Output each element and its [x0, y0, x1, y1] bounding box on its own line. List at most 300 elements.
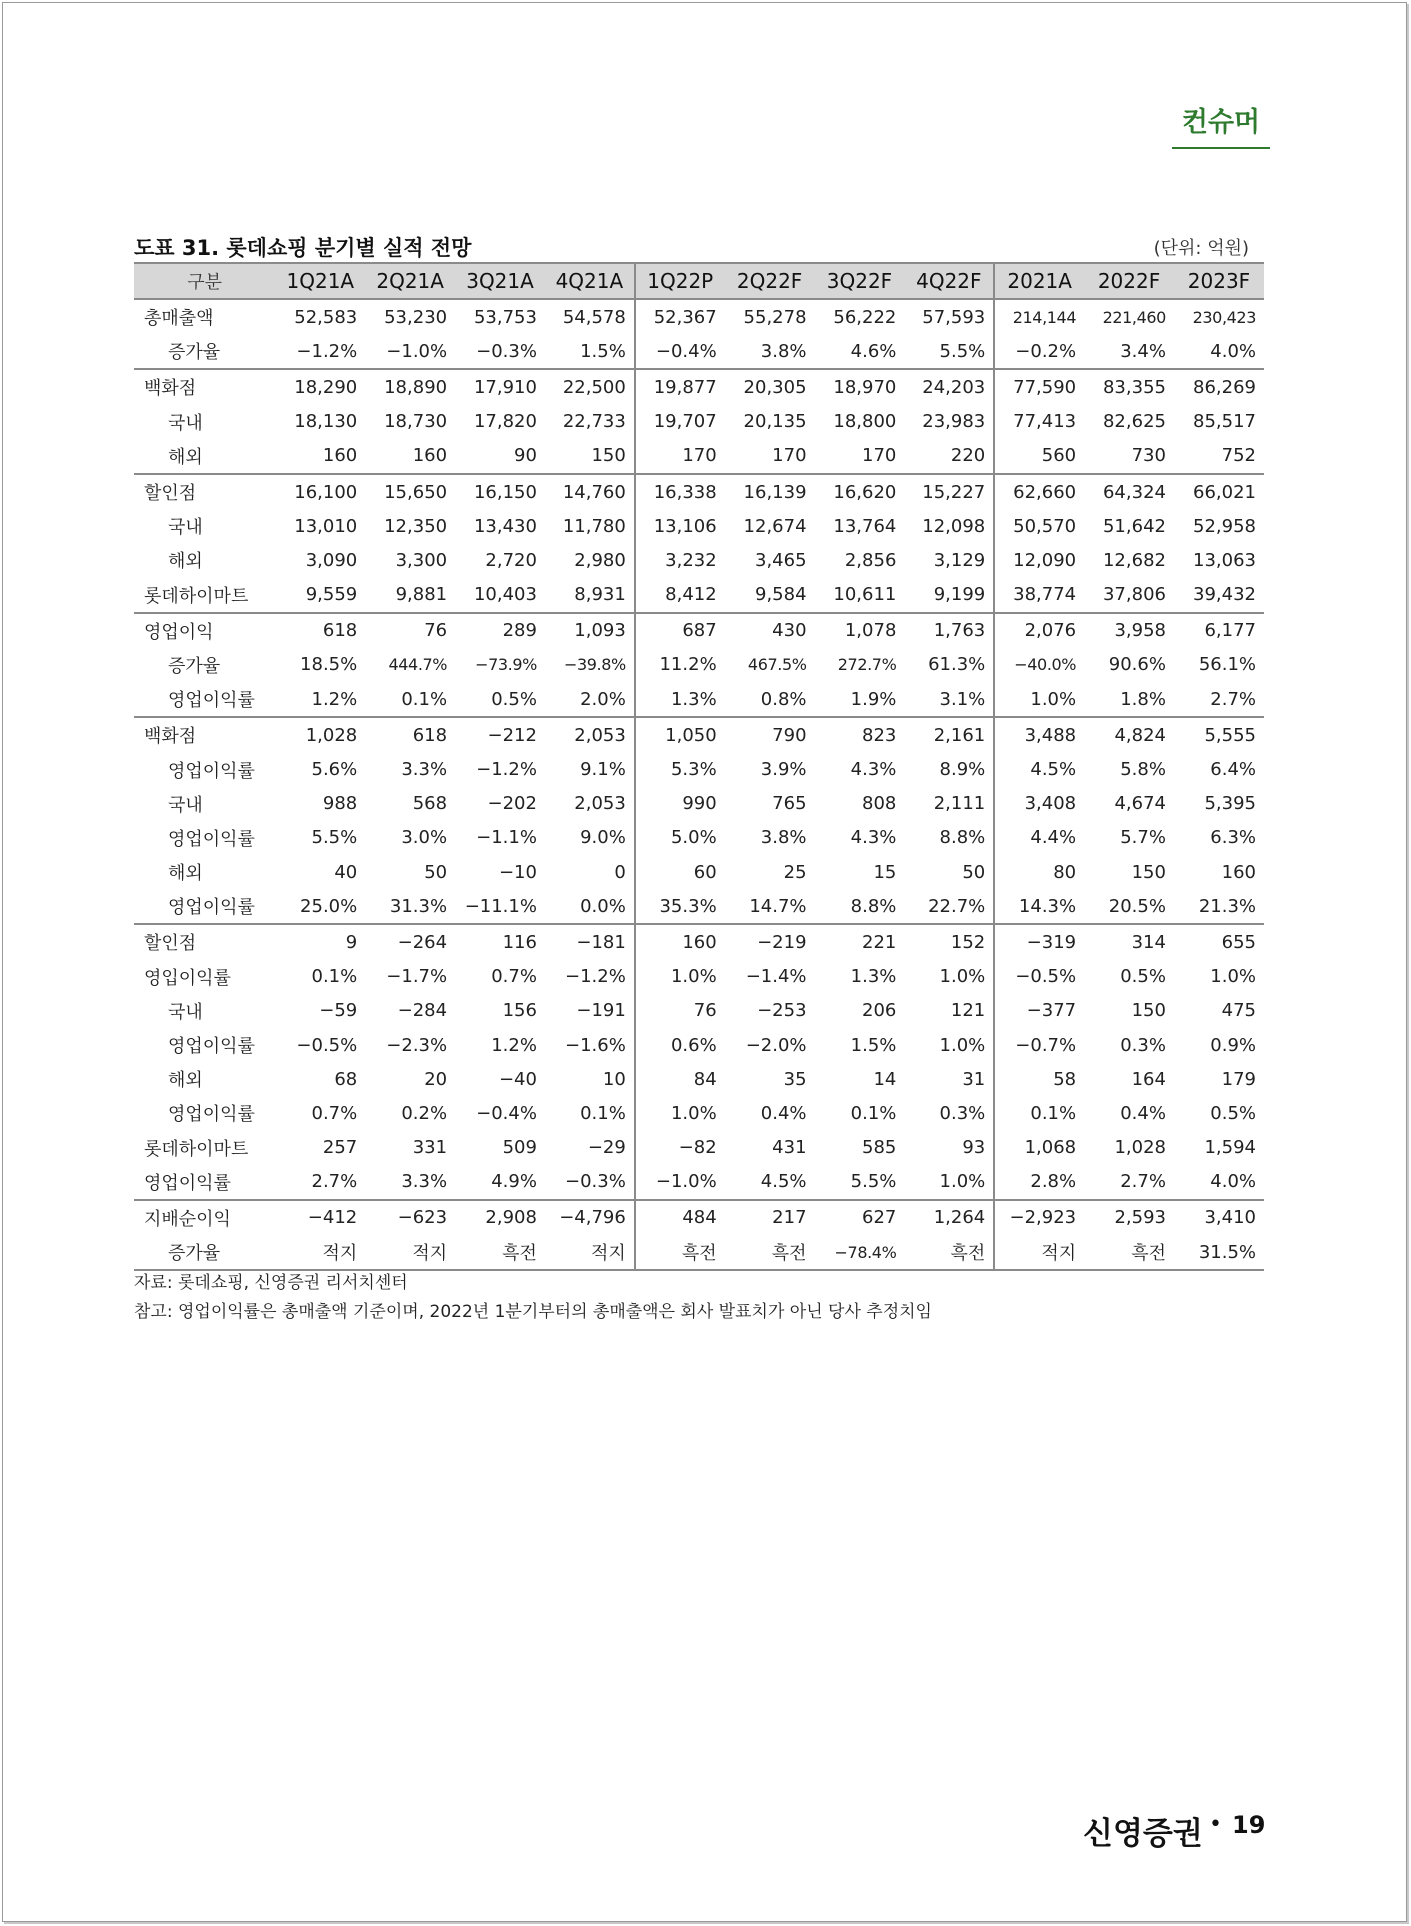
- table-cell: −1.2%: [565, 966, 626, 988]
- table-cell: 220: [950, 445, 986, 467]
- table-cell: 467.5%: [747, 655, 807, 675]
- table-cell: 206: [862, 1000, 897, 1022]
- table-cell: 152: [904, 924, 994, 959]
- table-row: [134, 578, 1264, 613]
- table-cell: 흑전: [904, 1235, 994, 1270]
- table-cell: 1.0%: [939, 1034, 986, 1056]
- header-period: 2023F: [1174, 263, 1264, 299]
- table-cell: 2.7%: [311, 1171, 358, 1193]
- table-cell: 38,774: [994, 578, 1084, 613]
- table-cell: 790: [725, 717, 815, 752]
- row-label: 증가율: [168, 655, 221, 677]
- table-cell: 흑전: [1084, 1235, 1174, 1270]
- table-cell: 0.4%: [1120, 1102, 1166, 1124]
- table-cell: 20,305: [725, 369, 815, 404]
- table-cell: 655: [1174, 924, 1264, 959]
- table-cell: 18,130: [294, 411, 358, 433]
- table-cell: 1,068: [994, 1131, 1084, 1165]
- table-cell: 85,517: [1193, 411, 1256, 433]
- table-cell: 1.3%: [635, 682, 725, 717]
- table-row: [134, 855, 1264, 889]
- table-cell: 12,090: [994, 543, 1084, 577]
- table-cell: 156: [502, 1000, 537, 1022]
- table-cell: 4,824: [1084, 717, 1174, 752]
- table-cell: 5,395: [1204, 793, 1256, 815]
- table-cell: 568: [412, 793, 448, 815]
- table-cell: 8.8%: [939, 827, 986, 849]
- table-cell: 4.6%: [850, 340, 897, 362]
- table-cell: 0.3%: [939, 1102, 986, 1124]
- table-cell: 2,980: [574, 549, 626, 571]
- table-cell: 76: [635, 994, 725, 1028]
- table-cell: 431: [772, 1137, 807, 1159]
- table-cell: 3.3%: [401, 1171, 448, 1193]
- footnote: 참고: 영업이익률은 총매출액 기준이며, 2022년 1분기부터의 총매출액은 회사 발표치가 아닌 당사 추정치임: [134, 1302, 932, 1322]
- table-cell: 5.3%: [635, 752, 725, 786]
- table-cell: −1.2%: [296, 340, 358, 362]
- row-label: 영업이익률: [168, 690, 255, 712]
- table-cell: 2,053: [545, 717, 635, 752]
- table-header-row: [134, 263, 1264, 299]
- table-cell: 3,488: [994, 717, 1084, 752]
- table-cell: 150: [591, 445, 626, 467]
- table-cell: 990: [635, 787, 725, 821]
- table-cell: 1.9%: [850, 688, 897, 710]
- table-cell: 314: [1084, 924, 1174, 959]
- table-row: [134, 960, 1264, 994]
- header-period: 1Q21A: [275, 263, 365, 299]
- table-cell: 84: [635, 1062, 725, 1096]
- table-cell: 18,890: [365, 369, 455, 404]
- table-cell: 0.1%: [994, 1096, 1084, 1130]
- table-cell: 14.7%: [749, 895, 807, 917]
- table-cell: −1.7%: [386, 966, 448, 988]
- table-cell: 4.0%: [1210, 1171, 1256, 1193]
- table-row: [134, 334, 1264, 369]
- table-cell: 2.7%: [1210, 688, 1256, 710]
- table-cell: −0.3%: [476, 340, 537, 362]
- table-cell: 4.3%: [850, 827, 897, 849]
- table-cell: 3.1%: [939, 688, 986, 710]
- header-period: 2Q22F: [725, 263, 815, 299]
- table-cell: 57,593: [922, 306, 986, 328]
- table-cell: 214,144: [994, 299, 1084, 334]
- table-cell: 10,611: [833, 584, 897, 606]
- table-cell: 1.3%: [850, 966, 897, 988]
- table-cell: 0.5%: [1120, 966, 1166, 988]
- table-cell: 8.8%: [850, 895, 897, 917]
- table-cell: 160: [1221, 861, 1256, 883]
- table-cell: 51,642: [1102, 515, 1166, 537]
- table-cell: 9,559: [305, 584, 358, 606]
- table-cell: 14,760: [545, 474, 635, 509]
- table-cell: −0.5%: [296, 1034, 358, 1056]
- table-cell: 160: [322, 445, 358, 467]
- table-cell: 8,931: [574, 584, 626, 606]
- table-cell: 0.6%: [635, 1028, 725, 1062]
- table-row: [134, 405, 1264, 439]
- table-cell: 1,078: [815, 613, 905, 648]
- row-label: 영업이익률: [168, 897, 255, 919]
- table-cell: 1,028: [1114, 1137, 1166, 1159]
- table-cell: 0.5%: [491, 688, 537, 710]
- table-cell: 54,578: [562, 306, 626, 328]
- table-cell: −40: [498, 1068, 537, 1090]
- table-cell: 37,806: [1102, 584, 1166, 606]
- table-cell: 5,555: [1174, 717, 1264, 752]
- table-cell: 5.8%: [1120, 759, 1166, 781]
- table-cell: 0.1%: [311, 966, 358, 988]
- table-cell: 2,720: [485, 549, 537, 571]
- table-cell: 적지: [545, 1235, 635, 1270]
- table-cell: 52,583: [294, 306, 358, 328]
- row-label: 증가율: [134, 1235, 275, 1270]
- source-note: 자료: 롯데쇼핑, 신영증권 리서치센터: [134, 1273, 408, 1293]
- table-cell: 흑전: [635, 1235, 725, 1270]
- table-cell: 9,881: [395, 584, 448, 606]
- table-cell: −377: [994, 994, 1084, 1028]
- table-body: [134, 299, 1264, 1270]
- table-cell: 6.4%: [1210, 759, 1256, 781]
- table-cell: 76: [365, 613, 455, 648]
- table-cell: 8,412: [635, 578, 725, 613]
- table-cell: 13,430: [473, 515, 537, 537]
- row-label: 영업이익률: [144, 1172, 231, 1194]
- table-cell: −39.8%: [563, 655, 626, 675]
- table-cell: −29: [587, 1137, 626, 1159]
- table-cell: 4.5%: [760, 1171, 807, 1193]
- table-cell: 흑전: [455, 1235, 545, 1270]
- header-period: 3Q22F: [815, 263, 905, 299]
- table-cell: 1.0%: [635, 960, 725, 994]
- header-period: 1Q22P: [635, 263, 725, 299]
- table-cell: 8.9%: [939, 759, 986, 781]
- table-cell: 1.8%: [1120, 688, 1166, 710]
- table-cell: 170: [862, 445, 897, 467]
- table-cell: 2,593: [1084, 1200, 1174, 1235]
- table-cell: −264: [365, 924, 455, 959]
- table-cell: −412: [275, 1200, 365, 1235]
- footer-brand: 신영증권: [1083, 1816, 1203, 1852]
- table-cell: −82: [635, 1131, 725, 1165]
- table-cell: −0.5%: [994, 960, 1084, 994]
- row-label: 해외: [168, 551, 203, 573]
- table-row: [134, 1096, 1264, 1130]
- table-row: [134, 787, 1264, 821]
- table-cell: 618: [365, 717, 455, 752]
- table-cell: 16,338: [635, 474, 725, 509]
- table-cell: 1,264: [904, 1200, 994, 1235]
- table-cell: −0.3%: [565, 1171, 626, 1193]
- row-label: 영업이익: [134, 613, 275, 648]
- table-cell: −181: [545, 924, 635, 959]
- table-cell: −0.7%: [994, 1028, 1084, 1062]
- table-row: [134, 1131, 1264, 1165]
- table-cell: 5.5%: [850, 1171, 897, 1193]
- table-cell: 988: [322, 793, 358, 815]
- table-cell: 16,100: [275, 474, 365, 509]
- table-cell: 0.9%: [1210, 1034, 1256, 1056]
- table-cell: 444.7%: [388, 655, 448, 675]
- table-cell: 35.3%: [635, 889, 725, 924]
- row-label: 국내: [168, 412, 203, 434]
- table-cell: −0.2%: [994, 334, 1084, 369]
- table-cell: 3,465: [755, 549, 807, 571]
- table-cell: 12,682: [1102, 549, 1166, 571]
- table-cell: 53,230: [384, 306, 448, 328]
- table-cell: 19,707: [635, 405, 725, 439]
- table-cell: 적지: [275, 1235, 365, 1270]
- table-cell: 11,780: [562, 515, 626, 537]
- table-cell: 50: [424, 861, 448, 883]
- table-cell: 2.7%: [1120, 1171, 1166, 1193]
- table-cell: 23,983: [922, 411, 986, 433]
- table-cell: 4.3%: [850, 759, 897, 781]
- table-cell: 2,856: [844, 549, 897, 571]
- table-cell: 2,053: [574, 793, 626, 815]
- table-cell: 4.4%: [994, 821, 1084, 855]
- table-cell: 17,910: [455, 369, 545, 404]
- table-row: [134, 752, 1264, 786]
- table-cell: 31.3%: [389, 895, 448, 917]
- table-cell: 93: [962, 1137, 986, 1159]
- table-cell: −1.6%: [565, 1034, 626, 1056]
- table-cell: 50,570: [994, 509, 1084, 543]
- table-cell: 3.0%: [401, 827, 448, 849]
- table-cell: 3,410: [1174, 1200, 1264, 1235]
- table-cell: 509: [502, 1137, 537, 1159]
- table-cell: 0.1%: [401, 688, 448, 710]
- table-cell: 0.5%: [1210, 1102, 1256, 1124]
- table-cell: 25: [783, 861, 807, 883]
- row-label: 영업이익률: [168, 1104, 255, 1126]
- table-cell: 116: [455, 924, 545, 959]
- table-cell: 55,278: [743, 306, 807, 328]
- table-cell: 5.6%: [311, 759, 358, 781]
- table-cell: 4,674: [1114, 793, 1166, 815]
- row-label: 롯데하이마트: [144, 585, 249, 607]
- row-label: 해외: [168, 863, 203, 885]
- table-cell: 618: [275, 613, 365, 648]
- table-cell: −40.0%: [994, 648, 1084, 682]
- table-row: [134, 613, 1264, 648]
- table-cell: 2,908: [455, 1200, 545, 1235]
- header-period: 2022F: [1084, 263, 1174, 299]
- table-cell: 221,460: [1102, 307, 1166, 327]
- table-cell: 2.8%: [994, 1165, 1084, 1200]
- table-cell: 0.3%: [1120, 1034, 1166, 1056]
- table-cell: 808: [862, 793, 897, 815]
- row-label: 해외: [168, 446, 203, 468]
- table-cell: 230,423: [1192, 307, 1256, 327]
- table-cell: 1.2%: [491, 1034, 537, 1056]
- table-cell: 0.4%: [760, 1102, 807, 1124]
- table-cell: 14: [873, 1068, 897, 1090]
- table-cell: 62,660: [994, 474, 1084, 509]
- row-label: 총매출액: [144, 308, 214, 330]
- header-period: 2Q21A: [365, 263, 455, 299]
- table-cell: 0.7%: [311, 1102, 358, 1124]
- table-cell: 22,733: [562, 411, 626, 433]
- table-cell: −1.0%: [386, 340, 448, 362]
- table-cell: 25.0%: [300, 895, 358, 917]
- table-cell: −1.4%: [745, 966, 807, 988]
- table-title: 도표 31. 롯데쇼핑 분기별 실적 전망: [134, 236, 472, 260]
- table-cell: 0.7%: [491, 966, 537, 988]
- table-cell: 0: [614, 861, 626, 883]
- table-cell: 18,730: [384, 411, 448, 433]
- table-cell: 687: [635, 613, 725, 648]
- table-cell: 2,076: [994, 613, 1084, 648]
- table-cell: 31.5%: [1174, 1235, 1264, 1270]
- table-cell: 585: [862, 1137, 897, 1159]
- table-cell: −1.2%: [476, 759, 537, 781]
- table-cell: −78.4%: [815, 1235, 905, 1270]
- table-cell: 1.5%: [850, 1034, 897, 1056]
- table-cell: 331: [412, 1137, 448, 1159]
- table-cell: 1,028: [275, 717, 365, 752]
- table-cell: 160: [412, 445, 448, 467]
- table-cell: 77,590: [994, 369, 1084, 404]
- table-cell: 9.1%: [580, 759, 626, 781]
- table-cell: 730: [1131, 445, 1166, 467]
- header-category: 구분: [134, 263, 275, 299]
- table-cell: 31: [962, 1068, 986, 1090]
- table-cell: 475: [1221, 1000, 1256, 1022]
- table-cell: −2.0%: [745, 1034, 807, 1056]
- table-row: [134, 369, 1264, 404]
- row-label: 할인점: [134, 924, 275, 959]
- table-cell: 21.3%: [1198, 895, 1256, 917]
- table-row: [134, 1235, 1264, 1270]
- row-label: 영업이익률: [168, 828, 255, 850]
- table-cell: 3,300: [395, 549, 448, 571]
- table-cell: −0.4%: [476, 1102, 537, 1124]
- page-number: 19: [1232, 1811, 1266, 1839]
- table-row: [134, 1200, 1264, 1235]
- row-label: 국내: [168, 1001, 203, 1023]
- unit-label: (단위: 억원): [1153, 238, 1249, 259]
- table-cell: 52,958: [1193, 515, 1256, 537]
- table-cell: −73.9%: [475, 655, 537, 675]
- table-cell: 12,350: [384, 515, 448, 537]
- table-row: [134, 994, 1264, 1028]
- table-cell: 3,129: [933, 549, 986, 571]
- table-cell: −0.4%: [635, 334, 725, 369]
- table-row: [134, 924, 1264, 959]
- table-cell: 12,098: [922, 515, 986, 537]
- table-cell: 13,063: [1193, 549, 1256, 571]
- table-cell: 24,203: [904, 369, 994, 404]
- section-tag: 컨슈머: [1172, 100, 1270, 149]
- table-cell: 164: [1131, 1068, 1166, 1090]
- row-label: 증가율: [168, 342, 221, 364]
- table-cell: 3.9%: [760, 759, 807, 781]
- row-label: 지배순이익: [134, 1200, 275, 1235]
- table-cell: −10: [498, 861, 537, 883]
- table-cell: 60: [635, 855, 725, 889]
- table-cell: 5.5%: [939, 340, 986, 362]
- table-cell: 1.0%: [939, 966, 986, 988]
- table-cell: 13,106: [635, 509, 725, 543]
- table-cell: 0.1%: [580, 1102, 626, 1124]
- row-label: 국내: [168, 794, 203, 816]
- table-cell: 4.9%: [491, 1171, 537, 1193]
- table-cell: −219: [725, 924, 815, 959]
- table-cell: 823: [815, 717, 905, 752]
- table-cell: 16,139: [725, 474, 815, 509]
- table-cell: 20,135: [743, 411, 807, 433]
- table-cell: 68: [334, 1068, 358, 1090]
- row-label: 해외: [168, 1070, 203, 1092]
- table-cell: 150: [1131, 1000, 1166, 1022]
- table-cell: 3,232: [635, 543, 725, 577]
- table-cell: 752: [1221, 445, 1256, 467]
- row-label: 영업이익률: [168, 760, 255, 782]
- table-row: [134, 1028, 1264, 1062]
- table-cell: 82,625: [1102, 411, 1166, 433]
- table-cell: 적지: [365, 1235, 455, 1270]
- table-cell: 627: [815, 1200, 905, 1235]
- table-cell: −1.1%: [476, 827, 537, 849]
- table-cell: 13,764: [833, 515, 897, 537]
- table-cell: 적지: [994, 1235, 1084, 1270]
- header-period: 4Q21A: [545, 263, 635, 299]
- table-cell: −11.1%: [464, 895, 537, 917]
- table-cell: 121: [950, 1000, 986, 1022]
- table-cell: 0.2%: [401, 1102, 448, 1124]
- table-cell: 90.6%: [1108, 654, 1166, 676]
- table-cell: −2,923: [994, 1200, 1084, 1235]
- table-cell: 160: [635, 924, 725, 959]
- table-row: [134, 543, 1264, 577]
- table-cell: 2,161: [904, 717, 994, 752]
- table-cell: 179: [1221, 1068, 1256, 1090]
- table-row: [134, 717, 1264, 752]
- table-row: [134, 299, 1264, 334]
- table-cell: 50: [962, 861, 986, 883]
- earnings-table: [134, 262, 1264, 1271]
- table-row: [134, 1165, 1264, 1200]
- table-cell: 1.0%: [939, 1171, 986, 1193]
- table-cell: 3,090: [305, 549, 358, 571]
- table-cell: 1.0%: [1210, 966, 1256, 988]
- table-cell: 0.0%: [580, 895, 626, 917]
- table-cell: 13,010: [294, 515, 358, 537]
- table-cell: 58: [994, 1062, 1084, 1096]
- table-cell: −212: [455, 717, 545, 752]
- table-cell: −1.0%: [635, 1165, 725, 1200]
- table-cell: 53,753: [473, 306, 537, 328]
- table-row: [134, 509, 1264, 543]
- table-cell: 18,290: [275, 369, 365, 404]
- table-cell: 1.0%: [994, 682, 1084, 717]
- table-cell: 3.4%: [1120, 340, 1166, 362]
- table-cell: −253: [757, 1000, 807, 1022]
- table-cell: 흑전: [725, 1235, 815, 1270]
- header-period: 3Q21A: [455, 263, 545, 299]
- table-cell: 4.5%: [994, 752, 1084, 786]
- table-cell: 77,413: [994, 405, 1084, 439]
- row-label: 영업이익률: [168, 1036, 255, 1058]
- table-cell: 6.3%: [1210, 827, 1256, 849]
- table-cell: 170: [772, 445, 807, 467]
- table-cell: 19,877: [635, 369, 725, 404]
- table-cell: −202: [487, 793, 537, 815]
- table-row: [134, 648, 1264, 682]
- table-cell: 56.1%: [1198, 654, 1256, 676]
- table-cell: −4,796: [545, 1200, 635, 1235]
